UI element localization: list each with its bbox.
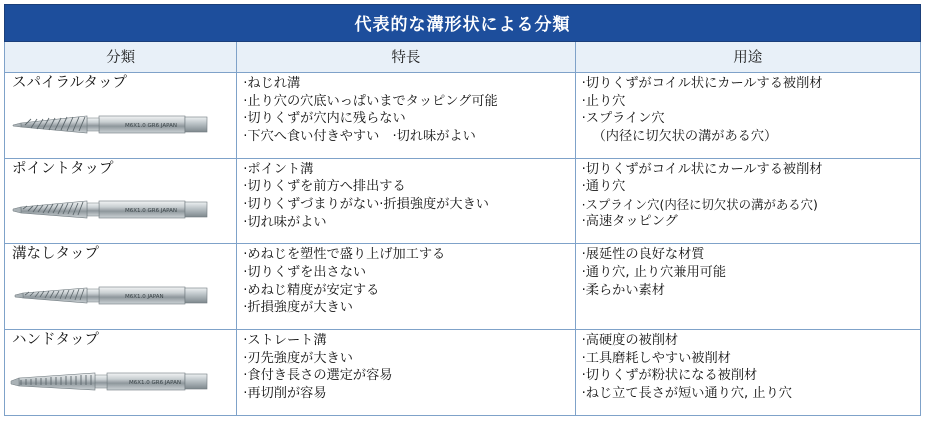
- list-item: ·通り穴: [581, 179, 626, 195]
- feature-cell: [237, 73, 575, 159]
- list-item: ·ねじれ溝: [243, 76, 301, 91]
- hand-tap-illustration: [11, 351, 232, 413]
- list-item: ·めねじ精度が安定する: [243, 282, 380, 298]
- list-item: ·止り穴の穴底いっぱいまでタッピング可能: [243, 93, 498, 109]
- feature-list: [243, 162, 569, 233]
- feature-list: [243, 333, 569, 404]
- header-use: 用途: [575, 42, 920, 73]
- hand-tap-drawing: [7, 351, 239, 413]
- page-title: 代表的な溝形状による分類: [5, 5, 921, 42]
- feature-list: [243, 247, 569, 318]
- list-item: ·刃先強度が大きい: [243, 350, 353, 366]
- list-item: ·展延性の良好な材質: [581, 247, 705, 263]
- list-item: ·めねじを塑性で盛り上げ加工する: [243, 247, 446, 263]
- use-list: [582, 162, 915, 232]
- list-item: ·再切削が容易: [243, 385, 327, 401]
- use-cell: [575, 73, 920, 159]
- spiral-tap-drawing: [7, 94, 239, 156]
- list-item: ·切りくずが粉状になる被削材: [581, 368, 758, 384]
- header-classification: 分類: [5, 42, 237, 73]
- list-item: ·高速タッピング: [581, 213, 678, 229]
- classification-label: ハンドタップ: [12, 332, 99, 349]
- point-tap-illustration: [11, 179, 232, 241]
- list-item: ·切りくずを前方へ排出する: [243, 179, 406, 195]
- list-item: ·切りくずが穴内に残らない: [243, 111, 406, 127]
- feature-cell: [237, 244, 575, 330]
- list-item: ·スプライン穴(内径に切欠状の溝がある穴): [581, 196, 818, 212]
- svg-text:M6X1.0 GR6 JAPAN: M6X1.0 GR6 JAPAN: [125, 122, 177, 129]
- use-cell: [575, 244, 920, 330]
- list-item: （内径に切欠状の溝がある穴）: [592, 128, 778, 144]
- tap-classification-table: [4, 4, 921, 416]
- classification-cell: [5, 330, 237, 416]
- classification-cell: [5, 244, 237, 330]
- list-item: ·切りくずづまりがない·折損強度が大きい: [243, 196, 489, 212]
- list-item: ·工具磨耗しやすい被削材: [581, 350, 731, 366]
- header-feature: 特長: [237, 42, 575, 73]
- list-item: ·下穴へ食い付きやすい ·切れ味がよい: [243, 128, 476, 144]
- list-item: ·スプライン穴: [581, 111, 665, 127]
- table-title-row: [5, 5, 921, 42]
- table-row: [5, 244, 921, 330]
- use-list: [582, 247, 915, 300]
- use-cell: [575, 158, 920, 244]
- list-item: ·高硬度の被削材: [581, 333, 679, 349]
- list-item: ·ストレート溝: [243, 333, 327, 349]
- list-item: ·止り穴: [581, 93, 626, 109]
- classification-label: 溝なしタップ: [12, 246, 99, 263]
- list-item: ·切りくずがコイル状にカールする被削材: [581, 76, 823, 91]
- list-item: ·切りくずを出さない: [243, 264, 367, 280]
- table-row: [5, 158, 921, 244]
- table-row: [5, 73, 921, 159]
- list-item: ·通り穴, 止り穴兼用可能: [581, 264, 727, 280]
- list-item: ·柔らかい素材: [581, 282, 665, 298]
- list-item: ·切れ味がよい: [243, 214, 327, 230]
- list-item: ·切りくずがコイル状にカールする被削材: [581, 161, 823, 177]
- point-tap-drawing: [7, 179, 239, 241]
- roll-tap-drawing: [7, 265, 239, 327]
- svg-text:M6X1.0 JAPAN: M6X1.0 JAPAN: [125, 294, 164, 301]
- table-header-row: [5, 42, 921, 73]
- classification-label: ポイントタップ: [12, 160, 114, 177]
- roll-tap-illustration: [11, 265, 232, 327]
- table-row: [5, 330, 921, 416]
- use-cell: [575, 330, 920, 416]
- classification-cell: [5, 158, 237, 244]
- use-list: [582, 76, 915, 147]
- classification-label: スパイラルタップ: [12, 75, 127, 91]
- list-item: ·折損強度が大きい: [243, 300, 353, 316]
- list-item: ·ねじ立て長さが短い通り穴, 止り穴: [581, 385, 792, 401]
- svg-text:M6X1.0 GR6 JAPAN: M6X1.0 GR6 JAPAN: [129, 379, 181, 386]
- feature-list: [243, 76, 569, 147]
- spiral-tap-illustration: [11, 94, 232, 156]
- svg-text:M6X1.0 GR6 JAPAN: M6X1.0 GR6 JAPAN: [125, 208, 177, 215]
- use-list: [582, 333, 915, 404]
- feature-cell: [237, 158, 575, 244]
- list-item: ·食付き長さの選定が容易: [243, 368, 393, 384]
- classification-cell: [5, 73, 237, 159]
- list-item: ·ポイント溝: [243, 161, 314, 177]
- feature-cell: [237, 330, 575, 416]
